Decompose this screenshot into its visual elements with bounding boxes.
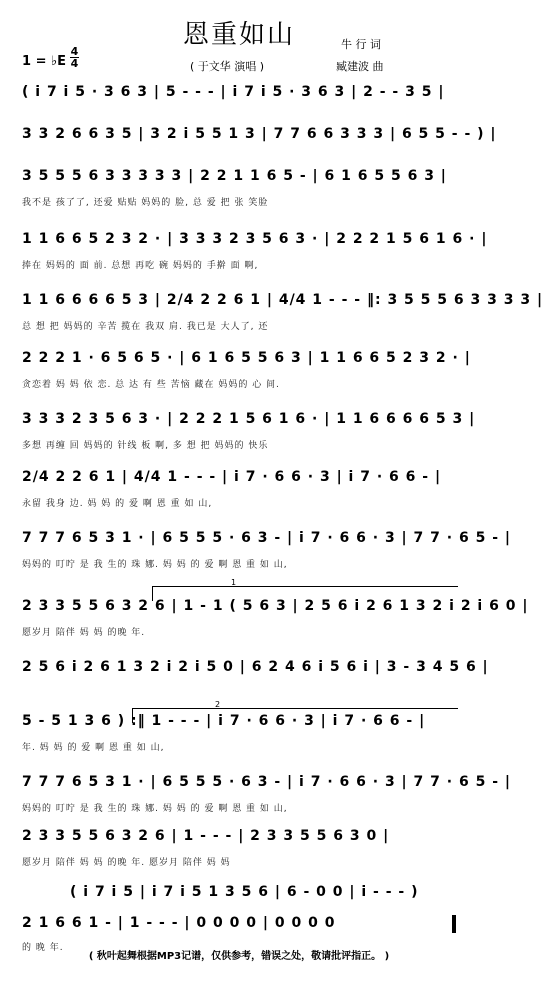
score-line: 7 7 7 6 5 3 1 · | 6 5 5 5 · 6 3 - | i 7 · 6 6 · 3 | 7 7 · 6 5 - | (22, 530, 511, 546)
key-signature: 1 = ♭E (22, 54, 67, 69)
score-line: ( i 7 i 5 · 3 6 3 | 5 - - - | i 7 i 5 · 3 6 3 | 2 - - 3 5 | (22, 84, 445, 100)
score-line: ( i 7 i 5 | i 7 i 5 1 3 5 6 | 6 - 0 0 | i - - - ) (70, 884, 419, 900)
lyric-line: 妈妈的 叮咛 是 我 生的 珠 娜. 妈 妈 的 爱 啊 恩 重 如 山, (22, 804, 288, 814)
score-line: 7 7 7 6 5 3 1 · | 6 5 5 5 · 6 3 - | i 7 · 6 6 · 3 | 7 7 · 6 5 - | (22, 774, 511, 790)
lyric-line: 多想 再缠 回 妈妈的 针线 板 啊, 多 想 把 妈妈的 快乐 (22, 441, 269, 451)
first-ending-label: 1 (231, 578, 237, 587)
score-line: 3 5 5 5 6 3 3 3 3 3 | 2 2 1 1 6 5 - | 6 1 6 5 5 6 3 | (22, 168, 447, 184)
score-line: 3 3 2 6 6 3 5 | 3 2 i 5 5 1 3 | 7 7 6 6 3 3 3 | 6 5 5 - - ) | (22, 126, 497, 142)
song-title: 恩重如山 (182, 20, 295, 50)
lyric-line: 妈妈的 叮咛 是 我 生的 珠 娜. 妈 妈 的 爱 啊 恩 重 如 山, (22, 560, 288, 570)
time-signature (70, 46, 79, 69)
final-barline (452, 915, 456, 933)
lyricist-credit: 牛 行 词 (341, 38, 381, 51)
composer-credit: 臧建波 曲 (336, 60, 384, 73)
lyric-line: 永留 我身 边. 妈 妈 的 爱 啊 恩 重 如 山, (22, 499, 213, 509)
score-line: 2 3 3 5 5 6 3 2 6 | 1 - 1 ( 5 6 3 | 2 5 6 i 2 6 1 3 2 i 2 i 6 0 | (22, 598, 529, 614)
score-line: 2 5 6 i 2 6 1 3 2 i 2 i 5 0 | 6 2 4 6 i 5 6 i | 3 - 3 4 5 6 | (22, 659, 489, 675)
lyric-line: 愿岁月 陪伴 妈 妈 的晚 年. 愿岁月 陪伴 妈 妈 (22, 858, 231, 868)
time-signature-top: 4 (70, 45, 79, 58)
lyric-line: 我不是 孩了了, 还爱 贴贴 妈妈的 脸, 总 爱 把 张 笑脸 (22, 198, 269, 208)
score-line: 1 1 6 6 5 2 3 2 · | 3 3 3 2 3 5 6 3 · | 2 2 2 1 5 6 1 6 · | (22, 231, 488, 247)
transcription-footnote: ( 秋叶起舞根据MP3记谱，仅供参考，错误之处，敬请批评指正。 ) (88, 951, 390, 962)
score-line: 5 - 5 1 3 6 ) :‖ 1 - - - | i 7 · 6 6 · 3 | i 7 · 6 6 - | (22, 713, 426, 729)
score-line: 1 1 6 6 6 6 5 3 | 2/4 2 2 6 1 | 4/4 1 - - - ‖: 3 5 5 5 6 3 3 3 3 | (22, 292, 543, 308)
lyric-line: 年. 妈 妈 的 爱 啊 恩 重 如 山, (22, 743, 165, 753)
lyric-line: 捧在 妈妈的 面 前. 总想 再吃 碗 妈妈的 手擀 面 啊, (22, 261, 259, 271)
lyric-line: 的 晚 年. (22, 943, 64, 953)
lyric-line: 贪恋着 妈 妈 依 恋. 总 达 有 些 苦恼 藏在 妈妈的 心 间. (22, 380, 280, 390)
second-ending-label: 2 (215, 700, 221, 709)
score-line: 3 3 3 2 3 5 6 3 · | 2 2 2 1 5 6 1 6 · | 1 1 6 6 6 6 5 3 | (22, 411, 476, 427)
singer-credit: ( 于文华 演唱 ) (190, 60, 265, 73)
score-line: 2 2 2 1 · 6 5 6 5 · | 6 1 6 5 5 6 3 | 1 1 6 6 5 2 3 2 · | (22, 350, 471, 366)
score-line: 2 3 3 5 5 6 3 2 6 | 1 - - - | 2 3 3 5 5 6 3 0 | (22, 828, 390, 844)
time-signature-bottom: 4 (70, 57, 79, 70)
score-line: 2 1 6 6 1 - | 1 - - - | 0 0 0 0 | 0 0 0 0 (22, 915, 336, 931)
lyric-line: 总 想 把 妈妈的 辛苦 揽在 我双 肩. 我已是 大人了, 还 (22, 322, 269, 332)
lyric-line: 愿岁月 陪伴 妈 妈 的晚 年. (22, 628, 146, 638)
score-line: 2/4 2 2 6 1 | 4/4 1 - - - | i 7 · 6 6 · 3 | i 7 · 6 6 - | (22, 469, 442, 485)
